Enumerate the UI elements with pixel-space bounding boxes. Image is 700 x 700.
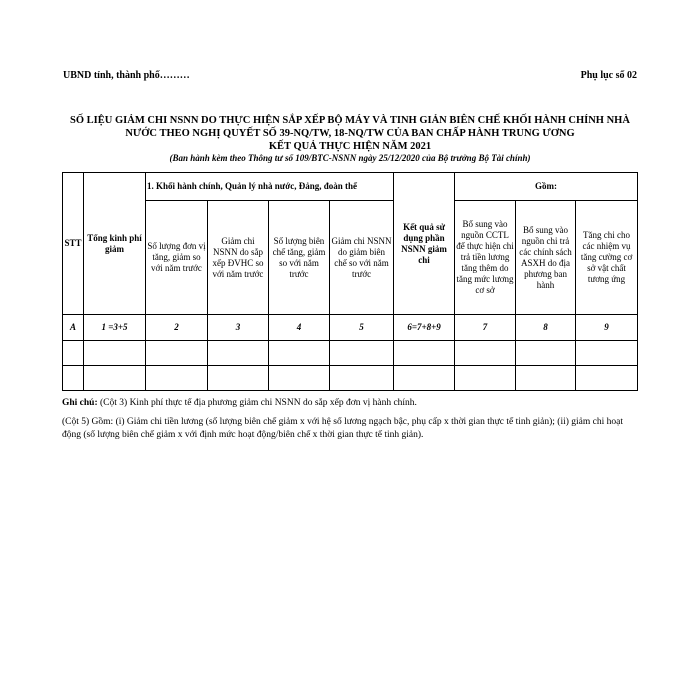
header-social-policy: Bổ sung vào nguồn chi trả các chính sách ASXH do địa phương ban hành (516, 201, 576, 315)
header-group-admin: 1. Khối hành chính, Quản lý nhà nước, Đảng, đoàn thể (146, 173, 394, 201)
table-row (63, 366, 638, 391)
header-total-reduction: Tổng kinh phí giảm (84, 173, 146, 315)
notes-section (62, 397, 640, 448)
index-cell: 6=7+8+9 (394, 315, 455, 341)
header-usage-result: Kết quả sử dụng phần NSNN giảm chi (394, 173, 455, 315)
index-cell: 3 (208, 315, 269, 341)
index-cell: 5 (330, 315, 394, 341)
empty-cell (330, 341, 394, 366)
empty-cell (576, 341, 638, 366)
title-line-2: NƯỚC THEO NGHỊ QUYẾT SỐ 39-NQ/TW, 18-NQ/TW CỦA BAN CHẤP HÀNH TRUNG ƯƠNG (125, 128, 575, 139)
empty-cell (394, 366, 455, 391)
header-staff-change: Số lượng biên chế tăng, giảm so với năm trước (269, 201, 330, 315)
note-1-text: (Cột 3) Kinh phí thực tế địa phương giảm chi NSNN do sắp xếp đơn vị hành chính. (97, 398, 417, 408)
province-header: UBND tỉnh, thành phố……… (63, 70, 190, 81)
title-line-1: SỐ LIỆU GIẢM CHI NSNN DO THỰC HIỆN SẮP XẾP BỘ MÁY VÀ TINH GIẢN BIÊN CHẾ KHỐI HÀNH CHÍNH NHÀ (70, 115, 630, 126)
index-cell: 8 (516, 315, 576, 341)
empty-cell (455, 366, 516, 391)
empty-cell (516, 341, 576, 366)
header-including: Gồm: (455, 173, 638, 201)
index-row (63, 315, 638, 341)
empty-cell (146, 366, 208, 391)
table-row (63, 341, 638, 366)
empty-cell (63, 366, 84, 391)
document-title (40, 114, 660, 153)
document-subtitle: (Ban hành kèm theo Thông tư số 109/BTC-NSNN ngày 25/12/2020 của Bộ trưởng Bộ Tài chính) (169, 153, 531, 163)
index-cell: A (63, 315, 84, 341)
empty-cell (455, 341, 516, 366)
index-cell: 1 =3+5 (84, 315, 146, 341)
empty-cell (208, 341, 269, 366)
note-2: (Cột 5) Gồm: (i) Giảm chi tiền lương (số lượng biên chế giảm x với hệ số lương ngạch bậc, phụ cấp x thời gian thực tế tinh giản); (ii) giảm chi hoạt động (số lượng biên chế giảm x với định mức hoạt động/biên chế x thời gian thực tế tinh giản). (62, 417, 623, 440)
header-units-change: Số lượng đơn vị tăng, giảm so với năm trước (146, 201, 208, 315)
index-cell: 2 (146, 315, 208, 341)
empty-cell (84, 366, 146, 391)
empty-cell (208, 366, 269, 391)
note-1 (62, 397, 640, 410)
empty-cell (146, 341, 208, 366)
data-table (62, 172, 638, 391)
empty-cell (84, 341, 146, 366)
header-facilities: Tăng chi cho các nhiệm vụ tăng cường cơ sở vật chất tương ứng (576, 201, 638, 315)
empty-cell (269, 366, 330, 391)
empty-cell (63, 341, 84, 366)
header-staff-reduction: Giảm chi NSNN do giảm biên chế so với năm trước (330, 201, 394, 315)
empty-cell (516, 366, 576, 391)
title-line-3: KẾT QUẢ THỰC HIỆN NĂM 2021 (268, 141, 432, 152)
index-cell: 9 (576, 315, 638, 341)
index-cell: 7 (455, 315, 516, 341)
header-admin-unit-reduction: Giảm chi NSNN do sắp xếp ĐVHC so với năm trước (208, 201, 269, 315)
header-stt: STT (63, 173, 84, 315)
note-label: Ghi chú: (62, 398, 98, 408)
appendix-number: Phụ lục số 02 (580, 70, 637, 81)
empty-cell (330, 366, 394, 391)
empty-cell (576, 366, 638, 391)
empty-cell (269, 341, 330, 366)
empty-cell (394, 341, 455, 366)
header-salary-source: Bổ sung vào nguồn CCTL để thực hiện chi trả tiền lương tăng thêm do tăng mức lương cơ sở (455, 201, 516, 315)
index-cell: 4 (269, 315, 330, 341)
